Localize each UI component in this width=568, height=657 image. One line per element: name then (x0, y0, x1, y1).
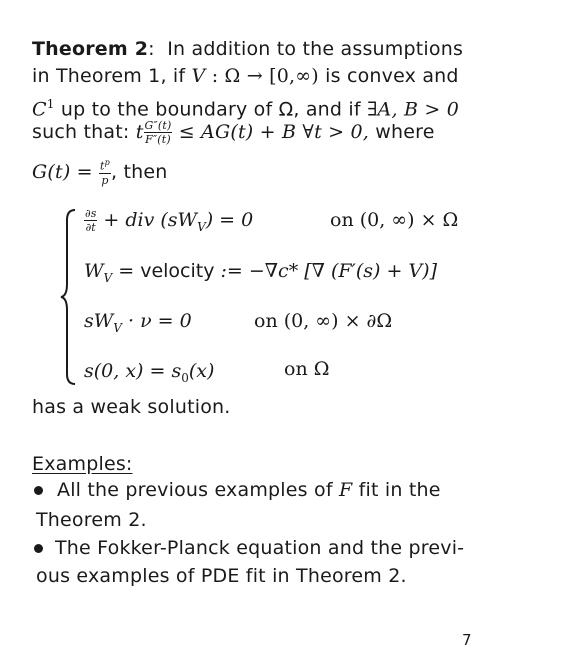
left-brace-icon (60, 208, 78, 386)
theorem-line5-G: G(t) = (32, 161, 100, 183)
theorem-line5-frac-num-wrap (99, 159, 111, 174)
theorem-line-2 (32, 63, 532, 90)
theorem-line4-a: such that: (32, 121, 136, 143)
system-eq-4 (84, 358, 214, 391)
theorem-line3-sup: 1 (46, 97, 55, 111)
eq2-W: W (84, 260, 104, 282)
theorem-line3-exists: ∃A, B > 0 (367, 98, 459, 121)
theorem-colon: : (148, 38, 155, 60)
theorem-line1-text: In addition to the assumptions (167, 38, 464, 60)
examples-heading (32, 451, 532, 478)
theorem-line5-frac-den: p (101, 173, 109, 187)
example-item-2-a: The Fokker-Planck equation and the previ- (55, 537, 465, 559)
page-number: 7 (462, 631, 472, 649)
eq1-end: ) = 0 (205, 209, 254, 231)
theorem-line2-range: [0,∞) (269, 65, 319, 87)
eq3-rest: · ν = 0 (121, 310, 192, 332)
system-eq-4-condition (284, 356, 329, 382)
theorem-title: Theorem 2 (32, 38, 149, 60)
theorem-line4-t: t (135, 121, 144, 143)
eq3-cond: on (0, ∞) × ∂Ω (254, 310, 393, 332)
theorem-line3-C: C (32, 98, 47, 121)
theorem-line4-frac-den: F″(t) (145, 133, 171, 146)
theorem-line5-frac-num-sup: p (104, 158, 110, 168)
theorem-line2-a: in Theorem 1, if (32, 65, 186, 87)
theorem-line5-frac-num: t (100, 159, 105, 173)
eq2-word: velocity (140, 260, 215, 282)
system-eq-2 (84, 258, 437, 291)
eq4-cond: on Ω (284, 358, 330, 380)
theorem-line5-b: , then (111, 161, 168, 183)
example-item-1-F: F (338, 479, 353, 501)
theorem-line-4 (32, 119, 532, 146)
example-item-1-cont: Theorem 2. (36, 509, 147, 531)
bullet-icon (34, 544, 43, 553)
example-item-2 (32, 535, 532, 562)
eq1-frac-den: ∂t (85, 221, 96, 234)
eq2-eq: = (112, 260, 141, 282)
theorem-line2-map: : Ω → (205, 65, 270, 87)
theorem-line-1 (32, 36, 532, 63)
theorem-line2-b: is convex and (318, 65, 459, 87)
system-eq-1 (84, 207, 253, 240)
eq2-sub: V (103, 270, 113, 285)
theorem-line-5 (32, 159, 532, 186)
eq2-rest: := −∇c* [∇ (F′(s) + V)] (214, 260, 437, 282)
theorem-line4-b: where (369, 121, 435, 143)
theorem-line3-a: up to the boundary of Ω, and if (54, 98, 368, 121)
eq1-frac-num: ∂s (85, 207, 97, 220)
example-item-2-cont: ous examples of PDE fit in Theorem 2. (36, 565, 407, 587)
conclusion-text: has a weak solution. (32, 396, 231, 418)
system-eq-1-condition (330, 207, 458, 233)
system-eq-3-condition (254, 308, 392, 334)
system-eq-3 (84, 308, 192, 341)
examples-heading-text: Examples: (32, 453, 133, 475)
eq3-sub: V (113, 320, 122, 335)
eq4-rest: (x) (188, 360, 215, 382)
theorem-line4-frac-num: G″(t) (144, 119, 172, 132)
eq1-rest: + div (sW (97, 209, 198, 231)
example-item-1-a: All the previous examples of (57, 479, 339, 501)
eq1-fraction (84, 208, 97, 233)
bullet-icon (34, 486, 43, 495)
eq4-lhs: s(0, x) = s (84, 360, 182, 382)
example-item-1-b: fit in the (352, 479, 441, 501)
eq3-lhs: sW (84, 310, 114, 332)
theorem-line2-V: V (191, 65, 206, 87)
eq4-sub: 0 (181, 370, 189, 385)
theorem-line4-ineq: ≤ AG(t) + B ∀t > 0, (172, 121, 370, 143)
eq1-cond: on (0, ∞) × Ω (330, 209, 459, 231)
example-item-1 (32, 477, 532, 504)
theorem-line5-fraction (99, 159, 111, 186)
eq1-sub: V (197, 219, 206, 234)
theorem-line4-fraction (144, 120, 173, 145)
